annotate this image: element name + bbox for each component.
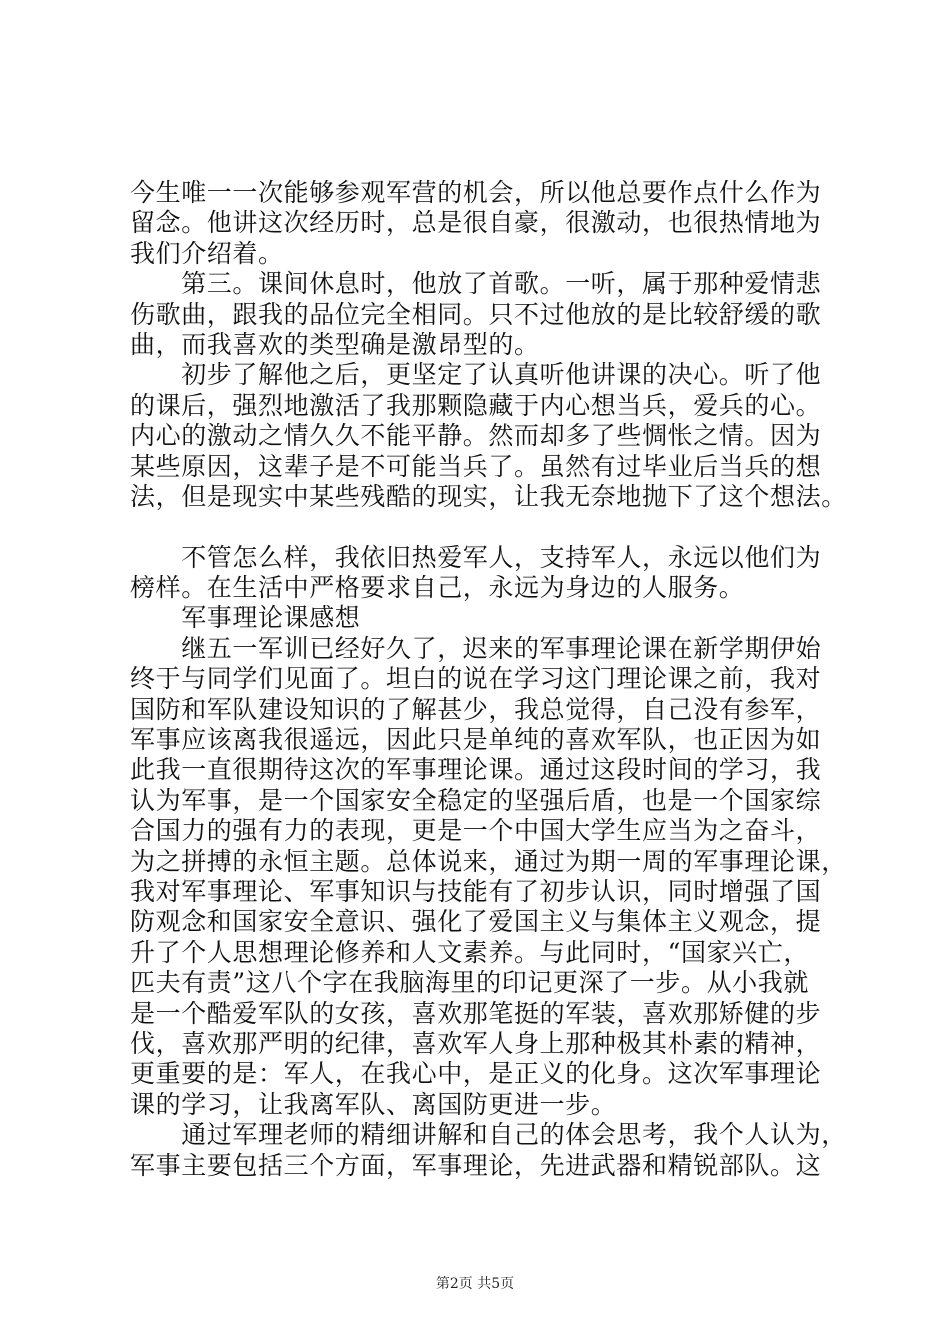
text-line: 曲，而我喜欢的类型确是激昂型的。 (130, 329, 540, 359)
text-line: 课的学习，让我离军队、离国防更进一步。 (130, 1089, 617, 1119)
text-line: 军事应该离我很遥远，因此只是单纯的喜欢军队，也正因为如 (130, 725, 822, 755)
text-line: 榜样。在生活中严格要求自己，永远为身边的人服务。 (130, 573, 745, 603)
text-line: 留念。他讲这次经历时，总是很自豪，很激动，也很热情地为 (130, 208, 822, 238)
text-line: 第三。课间休息时，他放了首歌。一听，属于那种爱情悲 (130, 269, 822, 299)
text-line: 不管怎么样，我依旧热爱军人，支持军人，永远以他们为 (130, 542, 822, 572)
text-line: 初步了解他之后，更坚定了认真听他讲课的决心。听了他 (130, 360, 822, 390)
text-line: 认为军事，是一个国家安全稳定的坚强后盾，也是一个国家综 (130, 785, 822, 815)
text-line: 伐，喜欢那严明的纪律，喜欢军人身上那种极其朴素的精神， (130, 1028, 822, 1058)
text-line: 的课后，强烈地激活了我那颗隐藏于内心想当兵，爱兵的心。 (130, 390, 822, 420)
text-line: 匹夫有责”这八个字在我脑海里的印记更深了一步。从小我就 (130, 968, 809, 998)
text-line: 军事主要包括三个方面，军事理论，先进武器和精锐部队。这 (130, 1150, 822, 1180)
text-line: 军事理论课感想 (130, 603, 361, 633)
text-line: 防观念和国家安全意识、强化了爱国主义与集体主义观念，提 (130, 907, 822, 937)
blank-line (130, 512, 830, 542)
text-line: 此我一直很期待这次的军事理论课。通过这段时间的学习，我 (130, 755, 822, 785)
text-line: 通过军理老师的精细讲解和自己的体会思考，我个人认为， (130, 1120, 847, 1150)
text-line: 法，但是现实中某些残酷的现实，让我无奈地抛下了这个想法。 (130, 481, 847, 511)
page-footer: 第2页 共5页 (435, 1276, 515, 1292)
text-line: 继五一军训已经好久了，迟来的军事理论课在新学期伊始 (130, 633, 822, 663)
body-text (130, 178, 847, 1181)
text-line: 伤歌曲，跟我的品位完全相同。只不过他放的是比较舒缓的歌 (130, 299, 822, 329)
text-line: 今生唯一一次能够参观军营的机会，所以他总要作点什么作为 (130, 178, 822, 207)
text-line: 为之拼搏的永恒主题。总体说来，通过为期一周的军事理论课， (130, 846, 847, 876)
text-line: 是一个酷爱军队的女孩，喜欢那笔挺的军装，喜欢那矫健的步 (130, 998, 822, 1028)
text-line: 我们介绍着。 (130, 238, 284, 268)
text-line: 某些原因，这辈子是不可能当兵了。虽然有过毕业后当兵的想 (130, 451, 822, 481)
text-line: 我对军事理论、军事知识与技能有了初步认识，同时增强了国 (130, 876, 822, 906)
text-line: 国防和军队建设知识的了解甚少，我总觉得，自己没有参军， (130, 694, 822, 724)
text-line: 合国力的强有力的表现，更是一个中国大学生应当为之奋斗， (130, 816, 822, 846)
text-line: 更重要的是：军人，在我心中，是正义的化身。这次军事理论 (130, 1059, 822, 1089)
text-line: 终于与同学们见面了。坦白的说在学习这门理论课之前，我对 (130, 664, 822, 694)
text-line: 内心的激动之情久久不能平静。然而却多了些惆怅之情。因为 (130, 421, 822, 451)
text-line: 升了个人思想理论修养和人文素养。与此同时，“国家兴亡， (130, 937, 809, 967)
